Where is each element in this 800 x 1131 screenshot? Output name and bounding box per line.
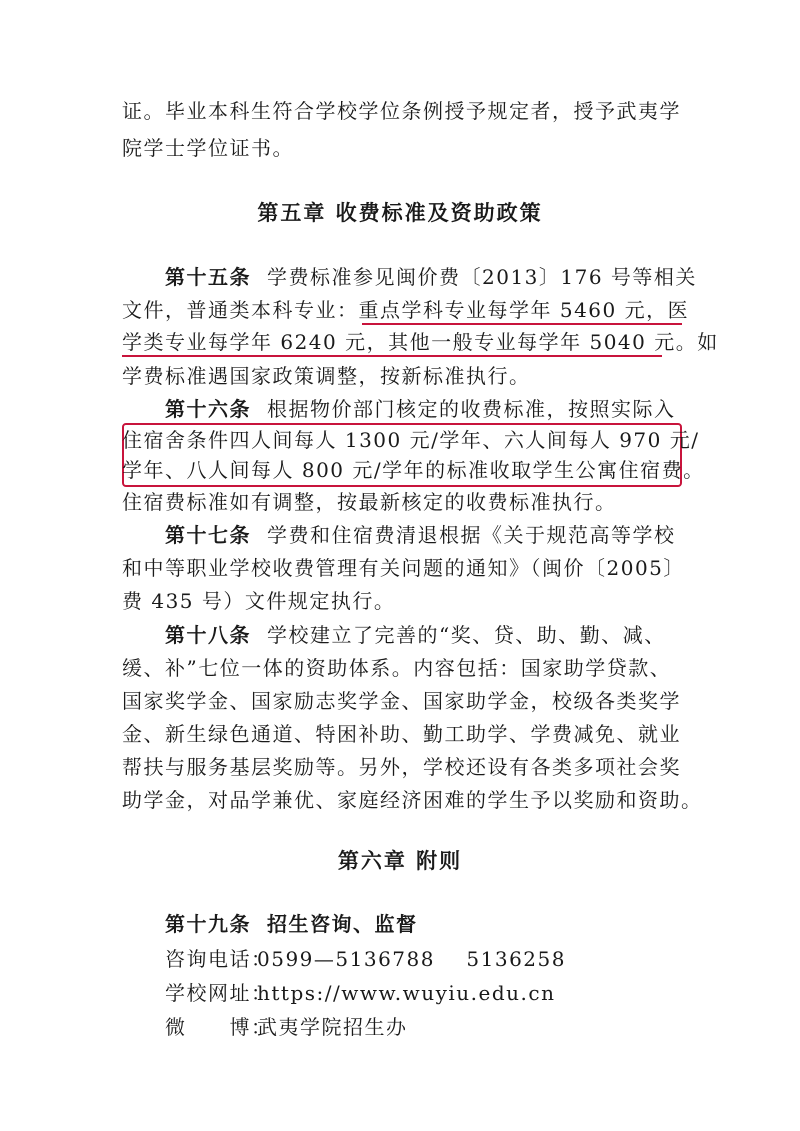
article-17-line-1 [165, 520, 676, 550]
article-17-text: 学费和住宿费清退根据《关于规范高等学校 [267, 523, 676, 547]
weibo-label: 微 博： [165, 1015, 273, 1039]
article-19-heading [165, 909, 418, 939]
article-15-text: 学费标准参见闽价费〔2013〕176 号等相关 [267, 265, 697, 289]
article-15-label: 第十五条 [165, 265, 251, 289]
website-value: https://www.wuyiu.edu.cn [257, 981, 556, 1005]
article-15-line-3 [122, 327, 719, 357]
article-16-label: 第十六条 [165, 397, 251, 421]
phone-label: 咨询电话： [165, 947, 273, 971]
article-16-text: 根据物价部门核定的收费标准，按照实际入 [267, 397, 676, 421]
article-15-line-1 [165, 262, 697, 292]
article-15-line-2 [122, 295, 689, 325]
article-17-label: 第十七条 [165, 523, 251, 547]
article-18-line-3: 国家奖学金、国家励志奖学金、国家助学金，校级各类奖学 [122, 689, 681, 713]
article-18-label: 第十八条 [165, 623, 251, 647]
article-15-highlight: 学类专业每学年 6240 元，其他一般专业每学年 5040 元。 [122, 330, 698, 354]
weibo-value: 武夷学院招生办 [257, 1015, 408, 1039]
article-17-line-2: 和中等职业学校收费管理有关问题的通知》（闽价〔2005〕 [122, 556, 685, 580]
article-17-line-3: 费 435 号）文件规定执行。 [122, 589, 396, 613]
article-19-label: 第十九条 [165, 912, 251, 936]
article-18-text: 学校建立了完善的“奖、贷、助、勤、减、 [267, 623, 666, 647]
article-16-line-1 [165, 394, 676, 424]
article-19-title: 招生咨询、监督 [267, 912, 418, 936]
article-18-line-5: 帮扶与服务基层奖励等。另外，学校还设有各类多项社会奖 [122, 755, 681, 779]
article-15-text: 如 [697, 330, 719, 354]
article-18-line-2: 缓、补”七位一体的资助体系。内容包括：国家助学贷款、 [122, 656, 672, 680]
article-16-line-3: 学年、八人间每人 800 元/学年的标准收取学生公寓住宿费。 [122, 458, 705, 482]
red-underline-1 [362, 323, 682, 325]
article-15-text: 文件，普通类本科专业： [122, 298, 359, 322]
article-15-highlight: 重点学科专业每学年 5460 元，医 [358, 298, 690, 322]
chapter-5-heading: 第五章 收费标准及资助政策 [257, 200, 543, 225]
article-18-line-4: 金、新生绿色通道、特困补助、勤工助学、学费减免、就业 [122, 722, 681, 746]
article-16-line-2: 住宿舍条件四人间每人 1300 元/学年、六人间每人 970 元/ [122, 428, 700, 452]
phone-value: 0599—5136788 5136258 [257, 947, 566, 971]
article-16-line-4: 住宿费标准如有调整，按最新核定的收费标准执行。 [122, 490, 617, 514]
contact-website-row [165, 978, 555, 1008]
chapter-6-heading: 第六章 附则 [337, 848, 463, 873]
red-underline-2 [122, 355, 662, 357]
contact-weibo-row [165, 1012, 408, 1042]
contact-phone-row [165, 944, 566, 974]
paragraph-line: 证。毕业本科生符合学校学位条例授予规定者，授予武夷学 [122, 99, 681, 123]
paragraph-line: 院学士学位证书。 [122, 136, 294, 160]
article-15-line-4: 学费标准遇国家政策调整，按新标准执行。 [122, 364, 531, 388]
website-label: 学校网址： [165, 981, 273, 1005]
article-18-line-6: 助学金，对品学兼优、家庭经济困难的学生予以奖励和资助。 [122, 788, 703, 812]
article-18-line-1 [165, 620, 666, 650]
